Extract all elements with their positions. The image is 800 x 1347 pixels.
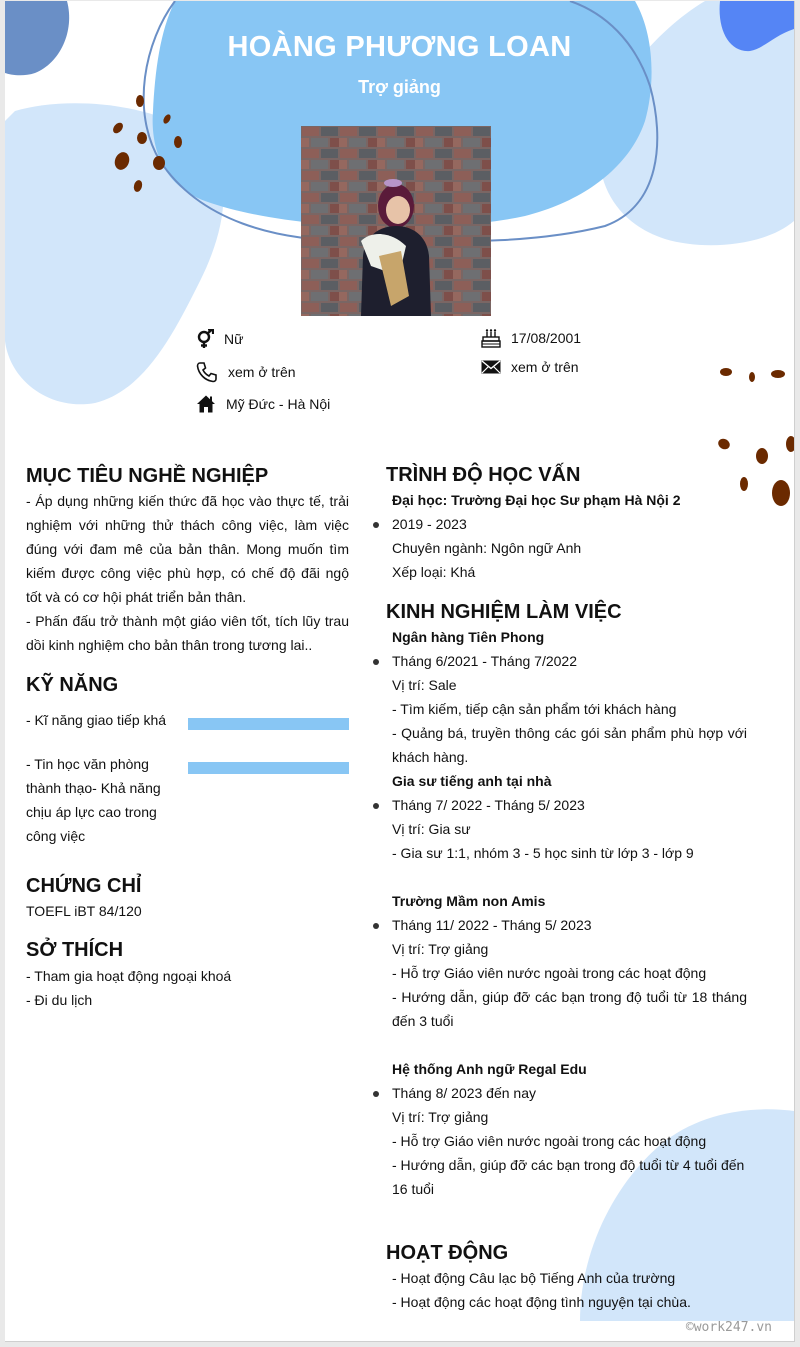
job-task: - Hướng dẫn, giúp đỡ các bạn trong độ tuổi từ 4 tuổi đến 16 tuổi [392, 1157, 745, 1197]
job-period: Tháng 6/2021 - Tháng 7/2022 [392, 653, 578, 669]
address-value: Mỹ Đức - Hà Nội [226, 396, 331, 412]
profile-photo [301, 126, 491, 316]
bullet-dot [373, 923, 379, 929]
job-period: Tháng 8/ 2023 đến nay [392, 1085, 537, 1101]
job-period: Tháng 11/ 2022 - Tháng 5/ 2023 [392, 917, 592, 933]
job-task: - Hướng dẫn, giúp đỡ các bạn trong độ tuổi từ 18 tháng đến 3 tuổi [392, 989, 747, 1029]
experience-heading: KINH NGHIỆM LÀM VIỆC [386, 601, 622, 623]
objective-heading: MỤC TIÊU NGHỀ NGHIỆP [26, 465, 269, 487]
job-position: Vị trí: Sale [392, 677, 457, 693]
candidate-name: HOÀNG PHƯƠNG LOAN [227, 31, 572, 63]
objective-paragraph-2: - Phấn đấu trở thành một giáo viên tốt, tích lũy trau dồi kinh nghiệm cho bản thân trong tương lai.. [26, 613, 349, 653]
job-task: - Gia sư 1:1, nhóm 3 - 5 học sinh từ lớp 3 - lớp 9 [392, 845, 694, 861]
skill-level-bar [188, 718, 349, 730]
gender-info [196, 329, 243, 349]
gender-icon [196, 329, 214, 349]
skills-heading: KỸ NĂNG [26, 674, 119, 696]
skill-level-bar [188, 762, 349, 774]
job-company: Gia sư tiếng anh tại nhà [392, 773, 552, 789]
job-company: Trường Mầm non Amis [392, 893, 546, 909]
job-company: Hệ thống Anh ngữ Regal Edu [392, 1061, 587, 1077]
job-company: Ngân hàng Tiên Phong [392, 629, 545, 645]
education-major: Chuyên ngành: Ngôn ngữ Anh [392, 540, 582, 556]
education-heading: TRÌNH ĐỘ HỌC VẤN [386, 464, 581, 486]
objective-paragraph-1: - Áp dụng những kiến thức đã học vào thực tế, trải nghiệm với những thử thách công việc, làm việc đúng với đam mê của bản thân. Mong muốn tìm kiếm được công việc phù hợp, có chế độ đãi ngộ tốt và có cơ hội phát triển bản thân. [26, 493, 349, 605]
activities-heading: HOẠT ĐỘNG [386, 1242, 509, 1264]
address-info [196, 394, 330, 414]
watermark: ©work247.vn [685, 1320, 772, 1335]
email-value: xem ở trên [511, 359, 579, 375]
hobbies-heading: SỞ THÍCH [26, 939, 124, 961]
home-icon [196, 394, 216, 414]
birthday-info [481, 328, 581, 348]
bullet-dot [373, 659, 379, 665]
hobby-item: - Đi du lịch [26, 992, 93, 1008]
education-period: 2019 - 2023 [392, 516, 467, 532]
envelope-icon [481, 359, 501, 375]
job-position: Vị trí: Trợ giảng [392, 941, 489, 957]
activity-item: - Hoạt động các hoạt động tình nguyện tại chùa. [392, 1294, 691, 1310]
activity-item: - Hoạt động Câu lạc bộ Tiếng Anh của trường [392, 1270, 676, 1286]
cv-page [5, 1, 795, 1342]
phone-info [196, 361, 296, 383]
bullet-dot [373, 803, 379, 809]
education-grade: Xếp loại: Khá [392, 564, 476, 580]
phone-icon [196, 361, 218, 383]
bullet-dot [373, 1091, 379, 1097]
job-position: Vị trí: Trợ giảng [392, 1109, 489, 1125]
certificates-heading: CHỨNG CHỈ [26, 875, 142, 897]
job-task: - Tìm kiếm, tiếp cận sản phẩm tới khách hàng [392, 701, 677, 717]
email-info [481, 359, 579, 375]
job-period: Tháng 7/ 2022 - Tháng 5/ 2023 [392, 797, 585, 813]
job-task: - Hỗ trợ Giáo viên nước ngoài trong các hoạt động [392, 965, 707, 981]
certificate-item: TOEFL iBT 84/120 [26, 903, 142, 919]
skill-label: - Tin học văn phòng thành thạo- Khả năng chịu áp lực cao trong công việc [26, 756, 161, 844]
job-task: - Hỗ trợ Giáo viên nước ngoài trong các hoạt động [392, 1133, 707, 1149]
birthday-value: 17/08/2001 [511, 330, 582, 346]
education-school: Đại học: Trường Đại học Sư phạm Hà Nội 2 [392, 492, 681, 508]
gender-value: Nữ [224, 331, 244, 347]
hobby-item: - Tham gia hoạt động ngoại khoá [26, 968, 232, 984]
job-position: Vị trí: Gia sư [392, 821, 471, 837]
job-task: - Quảng bá, truyền thông các gói sản phẩm phù hợp với khách hàng. [392, 725, 747, 765]
birthday-cake-icon [481, 328, 501, 348]
candidate-role: Trợ giảng [358, 77, 441, 97]
phone-value: xem ở trên [228, 364, 296, 380]
skill-label: - Kĩ năng giao tiếp khá [26, 712, 167, 728]
bullet-dot [373, 522, 379, 528]
